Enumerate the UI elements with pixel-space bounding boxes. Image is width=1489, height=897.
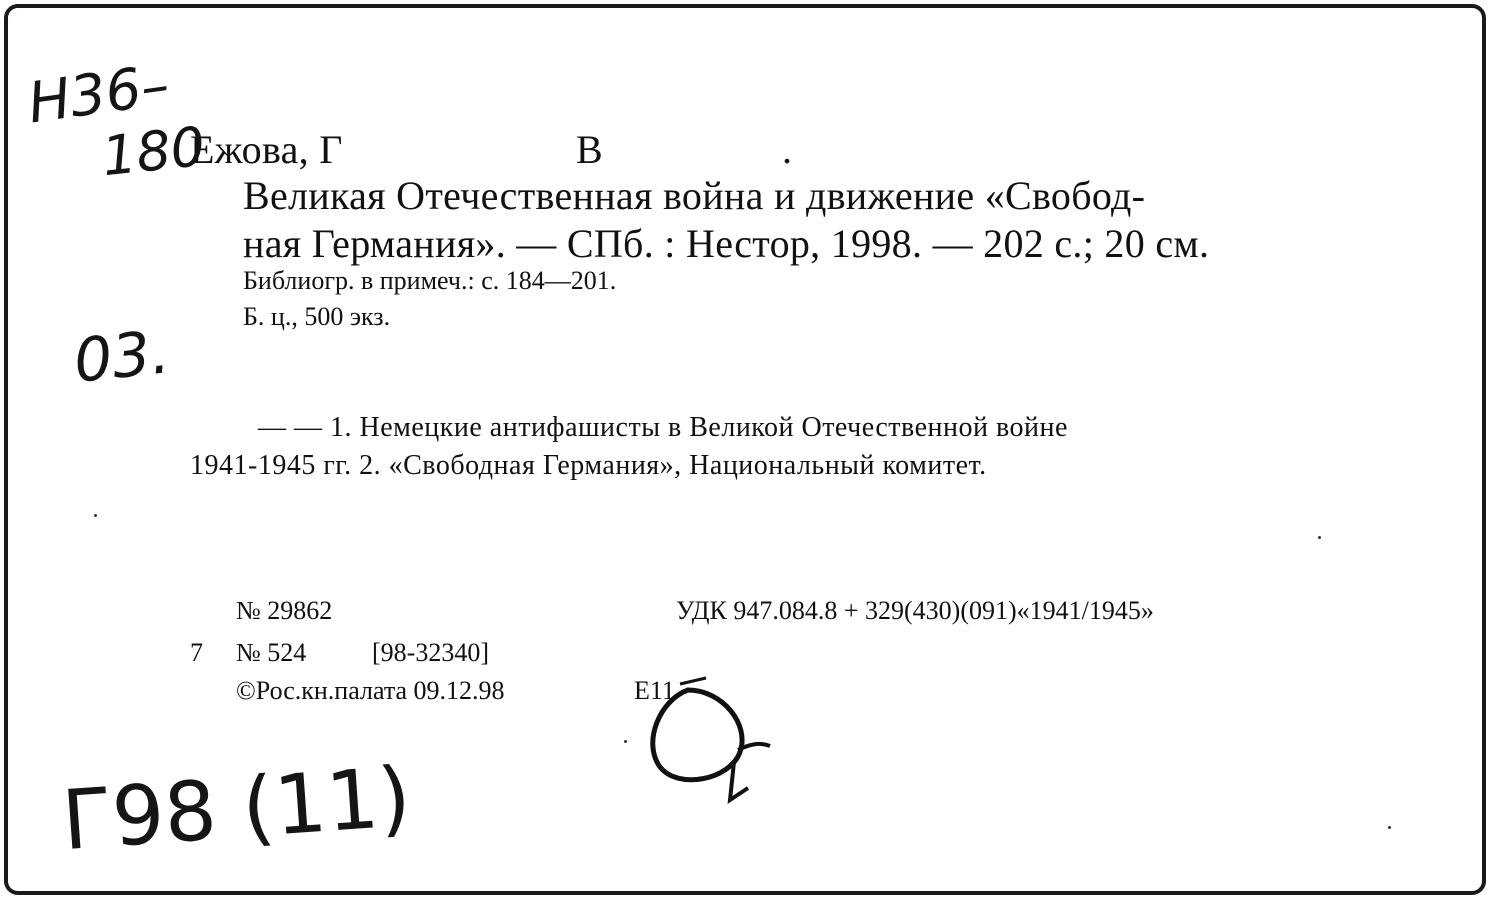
seven-marker: 7 <box>190 638 203 667</box>
card-number: № 524 <box>236 638 307 667</box>
handwritten-mark-bottom: Г98 (11) <box>59 749 414 870</box>
author-initial: В <box>576 127 603 172</box>
author-dot: . <box>782 127 793 172</box>
note-price: Б. ц., 500 экз. <box>243 302 391 331</box>
title-line-1: Великая Отечественная война и движение «Свобод- <box>243 173 1146 218</box>
registration-code: [98-32340] <box>372 638 489 667</box>
speck <box>624 740 627 743</box>
speck <box>1318 536 1321 539</box>
stamp-mark <box>630 672 780 812</box>
speck <box>1388 826 1391 829</box>
handwritten-call-top: Н36– <box>24 52 174 137</box>
author-surname: Ежова, Г <box>190 127 343 172</box>
record-number: № 29862 <box>236 596 333 625</box>
subjects-line-1: — — 1. Немецкие антифашисты в Великой Отечественной войне <box>258 412 1068 443</box>
subjects-line-2: 1941-1945 гг. 2. «Свободная Германия», Национальный комитет. <box>190 450 987 481</box>
title-line-2: ная Германия». — СПб. : Нестор, 1998. — 202 с.; 20 см. <box>243 221 1210 266</box>
udc-code: УДК 947.084.8 + 329(430)(091)«1941/1945» <box>676 596 1154 625</box>
handwritten-call-number: 180 <box>98 114 209 189</box>
handwritten-mark-mid: 03. <box>70 317 173 397</box>
book-chamber: ©Рос.кн.палата 09.12.98 <box>236 676 505 705</box>
speck <box>94 514 97 517</box>
book-chamber-code: Е11 <box>634 676 675 705</box>
note-bibliography: Библиогр. в примеч.: с. 184—201. <box>243 266 617 295</box>
